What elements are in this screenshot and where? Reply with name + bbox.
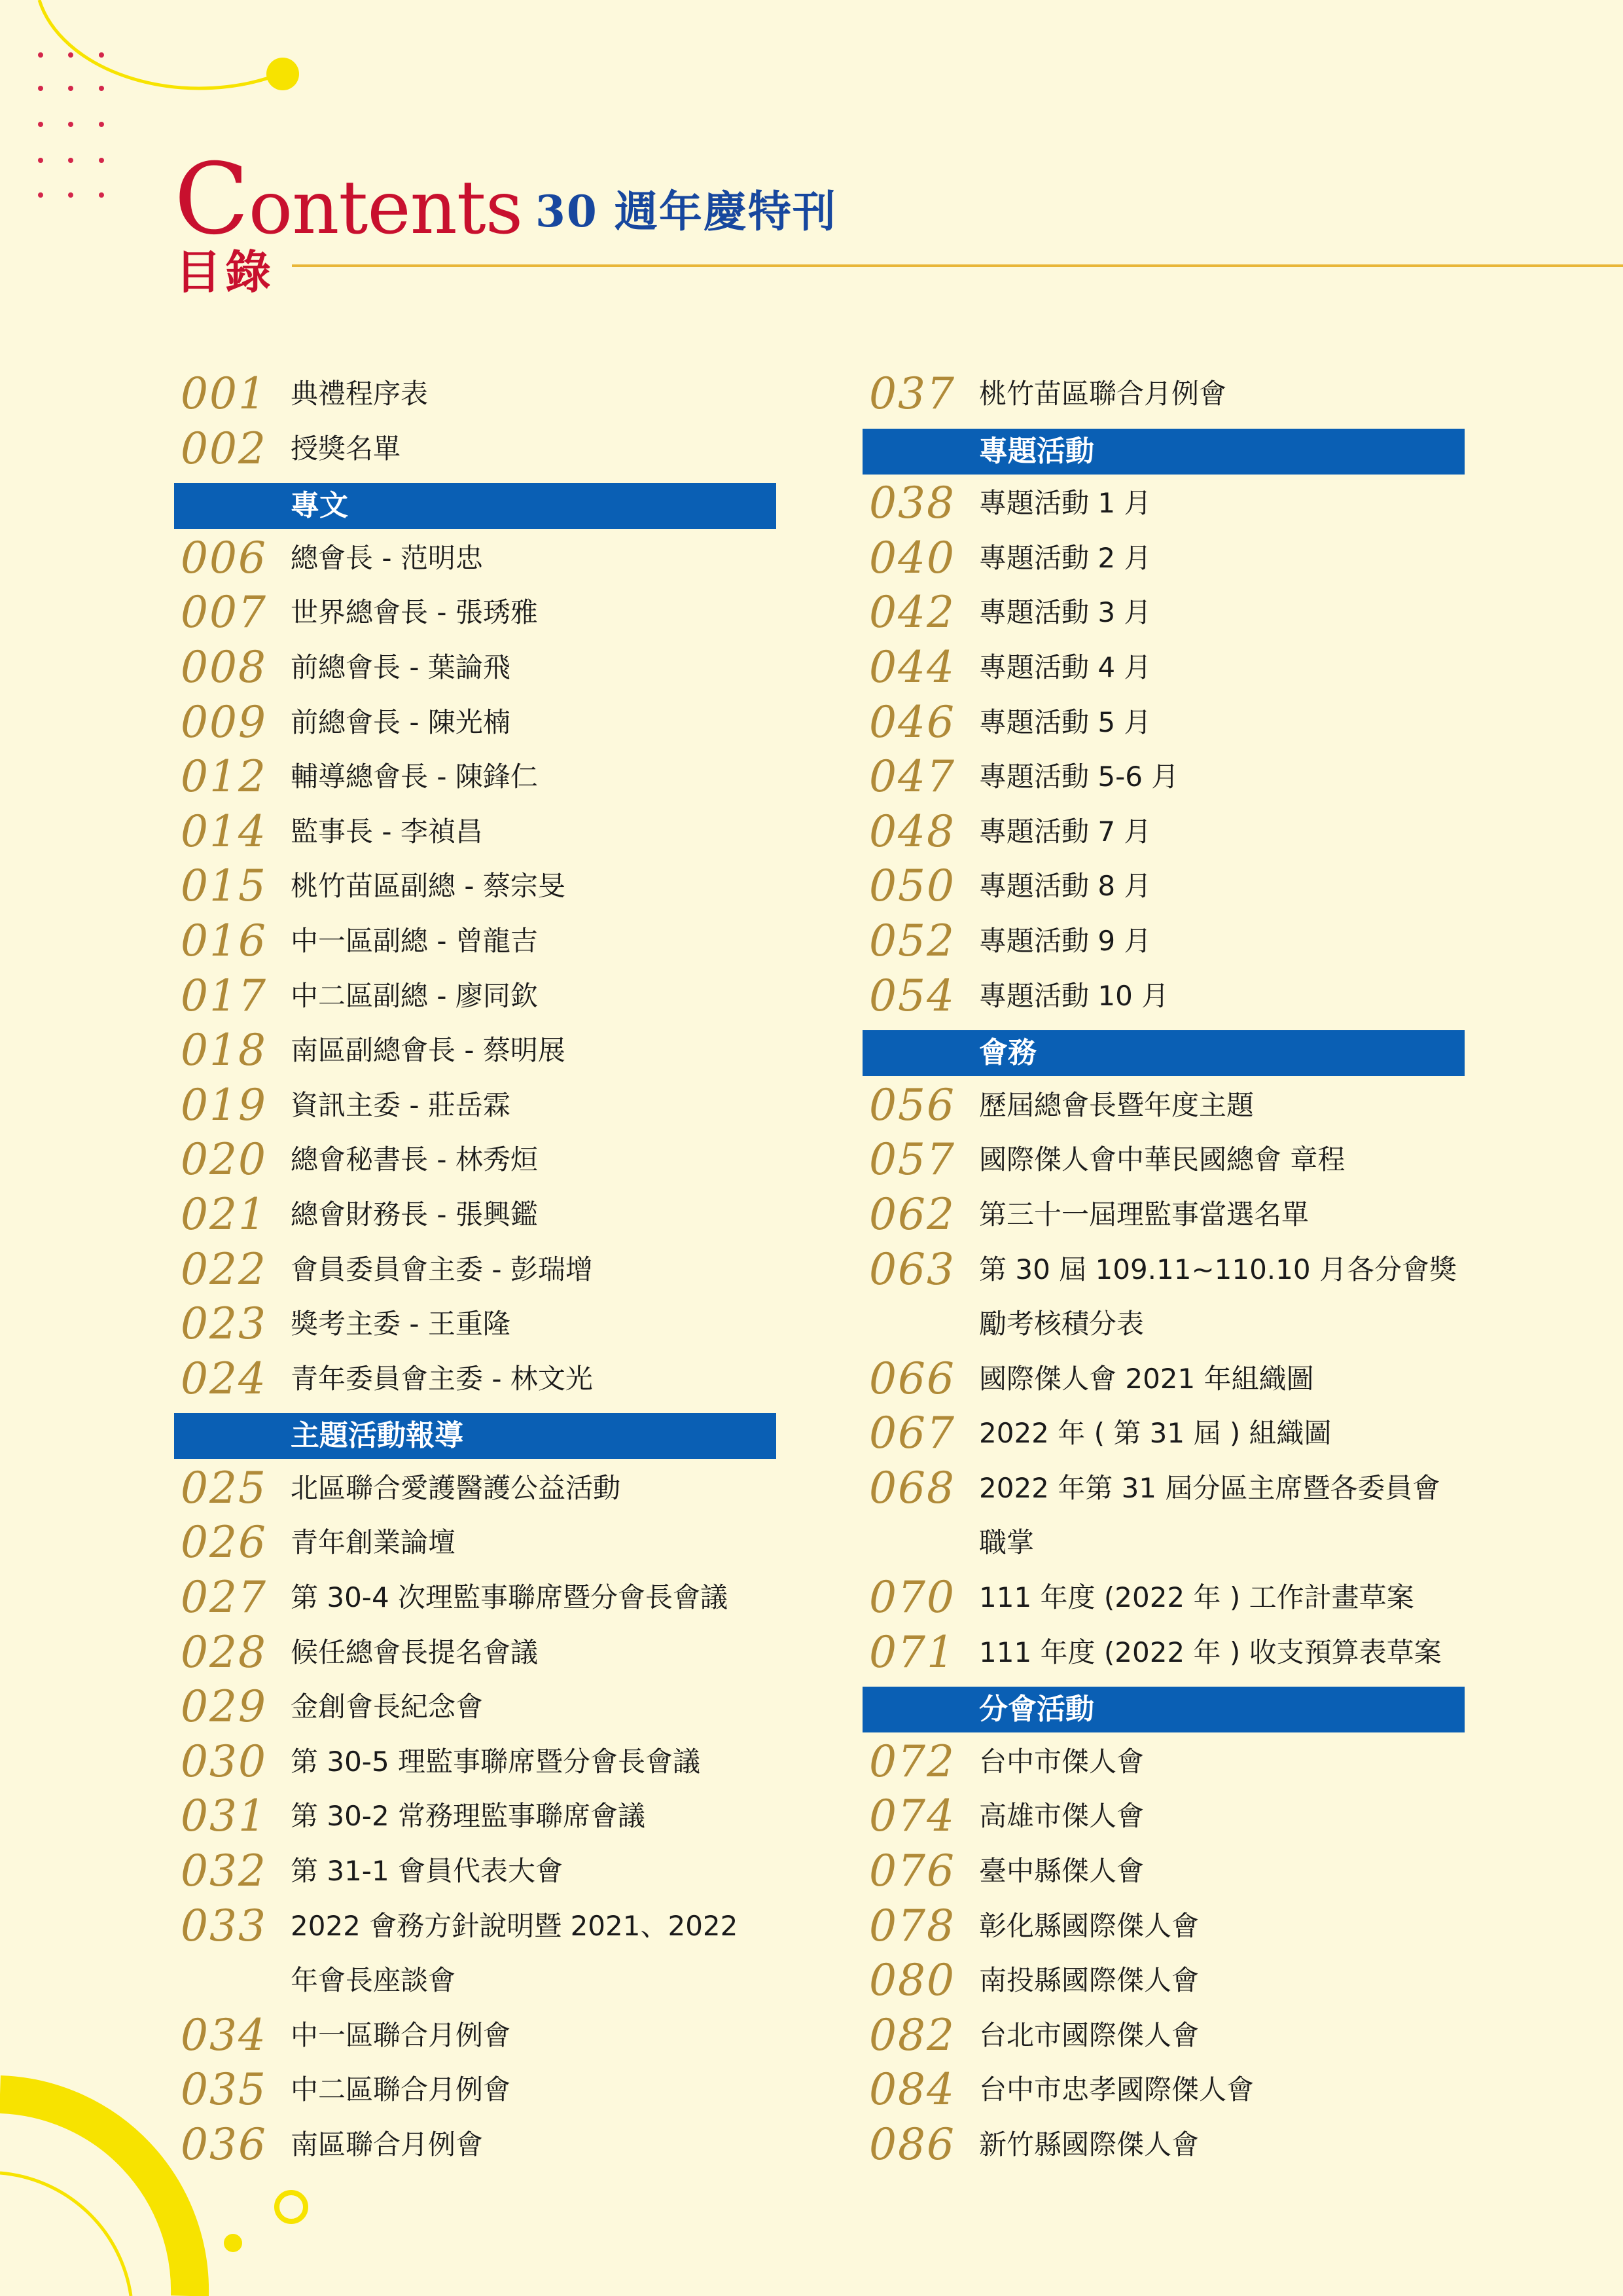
toc-entry[interactable] — [863, 2117, 1471, 2172]
toc-entry[interactable] — [863, 749, 1471, 804]
toc-entry[interactable] — [174, 1899, 783, 1954]
toc-entry[interactable] — [174, 1242, 783, 1297]
toc-entry[interactable] — [863, 531, 1471, 586]
entry-title: 台北市國際傑人會 — [979, 2018, 1200, 2051]
page-number: 017 — [181, 970, 267, 1021]
entry-title: 專題活動 8 月 — [979, 870, 1152, 903]
page-number: 033 — [181, 1900, 267, 1951]
bottom-arc-thick — [0, 2094, 190, 2296]
page-number: 031 — [181, 1791, 267, 1842]
entry-title: 中一區聯合月例會 — [291, 2018, 511, 2051]
page-number: 035 — [181, 2064, 267, 2115]
page-number: 029 — [181, 1681, 267, 1732]
entry-title: 專題活動 5 月 — [979, 706, 1152, 738]
toc-entry[interactable] — [863, 1132, 1471, 1187]
toc-entry[interactable] — [174, 1844, 783, 1899]
entry-title: 監事長 - 李禎昌 — [291, 815, 483, 848]
entry-title: 歷屆總會長暨年度主題 — [979, 1088, 1255, 1121]
toc-entry[interactable] — [174, 531, 783, 586]
page-number: 068 — [869, 1462, 955, 1513]
entry-title: 第 30 屆 109.11~110.10 月各分會獎 — [979, 1253, 1457, 1285]
section-bar — [863, 1687, 1465, 1732]
page-number: 070 — [869, 1572, 955, 1623]
page-number: 086 — [869, 2119, 955, 2170]
page-number: 032 — [181, 1846, 267, 1897]
entry-title: 台中市忠孝國際傑人會 — [979, 2073, 1255, 2106]
page-number: 030 — [181, 1736, 267, 1787]
section-header — [863, 1023, 1471, 1078]
toc-entry[interactable] — [174, 1461, 783, 1516]
toc-entry[interactable] — [863, 859, 1471, 914]
toc-entry[interactable] — [863, 969, 1471, 1024]
page-number: 024 — [181, 1353, 267, 1404]
section-label: 分會活動 — [979, 1693, 1094, 1727]
toc-entry[interactable] — [863, 585, 1471, 640]
contents-title-rest: ontents — [248, 166, 523, 251]
entry-title: 高雄市傑人會 — [979, 1800, 1145, 1833]
entry-title: 授獎名單 — [291, 432, 401, 465]
page-number: 082 — [869, 2009, 955, 2060]
toc-entry[interactable] — [174, 1625, 783, 1680]
toc-entry[interactable] — [174, 1297, 783, 1352]
toc-entry[interactable] — [174, 1187, 783, 1242]
entry-title: 候任總會長提名會議 — [291, 1636, 539, 1668]
toc-entry[interactable] — [863, 1406, 1471, 1461]
toc-entry[interactable] — [863, 1844, 1471, 1899]
page-number: 036 — [181, 2119, 267, 2170]
toc-entry[interactable] — [174, 640, 783, 695]
entry-title: 南投縣國際傑人會 — [979, 1964, 1200, 1997]
toc-entry[interactable] — [863, 1515, 1471, 1570]
bottom-yellow-dot — [224, 2234, 242, 2252]
entry-title: 專題活動 2 月 — [979, 541, 1152, 574]
entry-title: 總會秘書長 - 林秀烜 — [291, 1143, 538, 1176]
page-number: 054 — [869, 970, 955, 1021]
page-number: 052 — [869, 915, 955, 966]
page-number: 071 — [869, 1626, 955, 1677]
toc-entry[interactable] — [863, 1352, 1471, 1407]
toc-entry[interactable] — [174, 1789, 783, 1844]
header-rule — [292, 264, 1623, 267]
section-bar — [174, 1413, 776, 1459]
section-bar — [863, 1030, 1465, 1076]
entry-title: 國際傑人會中華民國總會 章程 — [979, 1143, 1346, 1176]
toc-entry[interactable] — [863, 640, 1471, 695]
entry-title: 2022 年 ( 第 31 屆 ) 組織圖 — [979, 1417, 1332, 1450]
toc-entry[interactable] — [174, 804, 783, 859]
entry-title: 111 年度 (2022 年 ) 工作計畫草案 — [979, 1581, 1414, 1614]
toc-entry[interactable] — [174, 749, 783, 804]
toc-entry[interactable] — [863, 2008, 1471, 2063]
section-bar — [863, 429, 1465, 475]
section-bar — [174, 483, 776, 529]
page-number: 002 — [181, 423, 267, 474]
toc-entry[interactable] — [863, 1297, 1471, 1352]
entry-title: 輔導總會長 - 陳鋒仁 — [291, 761, 538, 793]
section-label: 專文 — [291, 489, 348, 523]
section-header — [863, 422, 1471, 476]
toc-entry[interactable] — [174, 2008, 783, 2063]
toc-entry[interactable] — [174, 422, 783, 476]
entry-title: 桃竹苗區聯合月例會 — [979, 378, 1227, 410]
entry-title: 第三十一屆理監事當選名單 — [979, 1198, 1310, 1230]
page-number: 063 — [869, 1244, 955, 1295]
page-number: 076 — [869, 1846, 955, 1897]
page-number: 020 — [181, 1134, 267, 1185]
entry-title: 北區聯合愛護醫護公益活動 — [291, 1471, 621, 1504]
entry-title: 專題活動 5-6 月 — [979, 761, 1179, 793]
page-number: 037 — [869, 368, 955, 419]
mulu-heading: 目錄 — [175, 245, 275, 299]
entry-title: 第 30-2 常務理監事聯席會議 — [291, 1800, 646, 1833]
entry-title: 彰化縣國際傑人會 — [979, 1909, 1200, 1942]
toc-entry[interactable] — [863, 1078, 1471, 1133]
page-number: 009 — [181, 696, 267, 747]
page-number: 050 — [869, 861, 955, 912]
page-number: 034 — [181, 2009, 267, 2060]
page-number: 012 — [181, 751, 267, 802]
page-number: 028 — [181, 1626, 267, 1677]
toc-entry[interactable] — [863, 914, 1471, 969]
entry-title: 專題活動 3 月 — [979, 596, 1152, 629]
page-number: 025 — [181, 1462, 267, 1513]
page-number: 016 — [181, 915, 267, 966]
page-number: 057 — [869, 1134, 955, 1185]
entry-title: 中二區聯合月例會 — [291, 2073, 511, 2106]
toc-entry[interactable] — [863, 1461, 1471, 1516]
entry-title: 前總會長 - 陳光楠 — [291, 706, 510, 738]
page-number: 044 — [869, 641, 955, 692]
toc-entry[interactable] — [863, 367, 1471, 422]
entry-title: 金創會長紀念會 — [291, 1691, 484, 1723]
page-number: 006 — [181, 532, 267, 583]
page-number: 042 — [869, 587, 955, 638]
toc-entry[interactable] — [174, 969, 783, 1024]
toc-entry[interactable] — [174, 859, 783, 914]
entry-title: 年會長座談會 — [291, 1964, 456, 1997]
toc-entry[interactable] — [863, 695, 1471, 750]
toc-entry[interactable] — [174, 1023, 783, 1078]
entry-title: 總會財務長 - 張興鑑 — [291, 1198, 538, 1230]
page-number: 021 — [181, 1189, 267, 1240]
entry-title: 桃竹苗區副總 - 蔡宗旻 — [291, 870, 565, 903]
page-number: 026 — [181, 1517, 267, 1568]
toc-entry[interactable] — [174, 1953, 783, 2008]
toc-entry[interactable] — [863, 1570, 1471, 1625]
toc-entry[interactable] — [863, 1899, 1471, 1954]
entry-title: 前總會長 - 葉論飛 — [291, 651, 510, 683]
toc-entry[interactable] — [863, 804, 1471, 859]
entry-title: 職掌 — [979, 1526, 1035, 1559]
entry-title: 青年創業論壇 — [291, 1526, 456, 1559]
anniversary-subtitle: 30 週年慶特刊 — [535, 186, 837, 237]
entry-title: 第 31-1 會員代表大會 — [291, 1855, 563, 1888]
entry-title: 總會長 - 范明忠 — [291, 541, 483, 574]
entry-title: 專題活動 7 月 — [979, 815, 1152, 848]
toc-entry[interactable] — [174, 1679, 783, 1734]
page-number: 022 — [181, 1244, 267, 1295]
page-number: 008 — [181, 641, 267, 692]
bottom-arc-thin — [0, 2173, 131, 2296]
bottom-ring — [277, 2193, 306, 2221]
entry-title: 2022 年第 31 屆分區主席暨各委員會 — [979, 1471, 1440, 1504]
page-number: 056 — [869, 1079, 955, 1130]
page-number: 014 — [181, 806, 267, 857]
page-number: 066 — [869, 1353, 955, 1404]
entry-title: 新竹縣國際傑人會 — [979, 2128, 1200, 2161]
page-number: 038 — [869, 478, 955, 529]
page-number: 074 — [869, 1791, 955, 1842]
entry-title: 專題活動 9 月 — [979, 924, 1152, 957]
page-number: 046 — [869, 696, 955, 747]
page-number: 048 — [869, 806, 955, 857]
entry-title: 勵考核積分表 — [979, 1308, 1145, 1340]
section-header — [863, 1679, 1471, 1734]
entry-title: 台中市傑人會 — [979, 1745, 1145, 1778]
entry-title: 資訊主委 - 莊岳霖 — [291, 1088, 510, 1121]
toc-entry[interactable] — [174, 1515, 783, 1570]
toc-entry[interactable] — [174, 1352, 783, 1407]
page-number: 047 — [869, 751, 955, 802]
page-number: 040 — [869, 532, 955, 583]
toc-entry[interactable] — [174, 2117, 783, 2172]
section-label: 會務 — [979, 1036, 1037, 1070]
toc-entry[interactable] — [174, 1132, 783, 1187]
page-number: 062 — [869, 1189, 955, 1240]
toc-left-column — [174, 367, 783, 2172]
red-dot-grid — [38, 52, 104, 198]
toc-entry[interactable] — [174, 367, 783, 422]
entry-title: 專題活動 1 月 — [979, 487, 1152, 520]
toc-right-column — [863, 367, 1471, 2172]
entry-title: 南區副總會長 - 蔡明展 — [291, 1034, 565, 1067]
page-number: 001 — [181, 368, 267, 419]
entry-title: 第 30-4 次理監事聯席暨分會長會議 — [291, 1581, 728, 1614]
entry-title: 111 年度 (2022 年 ) 收支預算表草案 — [979, 1636, 1442, 1668]
entry-title: 獎考主委 - 王重隆 — [291, 1308, 510, 1340]
page-number: 067 — [869, 1408, 955, 1459]
toc-entry[interactable] — [174, 914, 783, 969]
entry-title: 中一區副總 - 曾龍吉 — [291, 924, 538, 957]
toc-entry[interactable] — [174, 585, 783, 640]
top-yellow-dot — [266, 58, 299, 90]
page-number: 084 — [869, 2064, 955, 2115]
toc-entry[interactable] — [863, 1242, 1471, 1297]
page-number: 078 — [869, 1900, 955, 1951]
entry-title: 典禮程序表 — [291, 378, 429, 410]
section-header — [174, 1406, 783, 1461]
entry-title: 南區聯合月例會 — [291, 2128, 484, 2161]
entry-title: 2022 會務方針說明暨 2021、2022 — [291, 1909, 738, 1942]
entry-title: 中二區副總 - 廖同欽 — [291, 979, 538, 1012]
contents-title-initial: C — [174, 143, 249, 257]
page-number: 023 — [181, 1299, 267, 1350]
page-number: 018 — [181, 1025, 267, 1076]
section-label: 專題活動 — [979, 434, 1094, 468]
toc-entry[interactable] — [863, 2062, 1471, 2117]
entry-title: 國際傑人會 2021 年組織圖 — [979, 1362, 1314, 1395]
toc-entry[interactable] — [174, 2062, 783, 2117]
entry-title: 專題活動 10 月 — [979, 979, 1169, 1012]
toc-entry[interactable] — [863, 1953, 1471, 2008]
entry-title: 青年委員會主委 - 林文光 — [291, 1362, 593, 1395]
page-number: 027 — [181, 1572, 267, 1623]
top-arc-decoration — [39, 0, 281, 88]
section-label: 主題活動報導 — [291, 1419, 463, 1453]
toc-entry[interactable] — [863, 1625, 1471, 1680]
entry-title: 臺中縣傑人會 — [979, 1855, 1145, 1888]
page-number: 072 — [869, 1736, 955, 1787]
toc-entry[interactable] — [174, 695, 783, 750]
page-number: 015 — [181, 861, 267, 912]
toc-entry[interactable] — [863, 1187, 1471, 1242]
toc-entry[interactable] — [174, 1570, 783, 1625]
entry-title: 世界總會長 - 張琇雅 — [291, 596, 538, 629]
page-number: 019 — [181, 1079, 267, 1130]
contents-title — [174, 143, 523, 257]
section-header — [174, 476, 783, 531]
entry-title: 專題活動 4 月 — [979, 651, 1152, 683]
page-number: 007 — [181, 587, 267, 638]
toc-entry[interactable] — [863, 1734, 1471, 1789]
entry-title: 會員委員會主委 - 彭瑞增 — [291, 1253, 593, 1285]
toc-entry[interactable] — [174, 1078, 783, 1133]
entry-title: 第 30-5 理監事聯席暨分會長會議 — [291, 1745, 701, 1778]
page-number: 080 — [869, 1955, 955, 2006]
toc-entry[interactable] — [174, 1734, 783, 1789]
toc-entry[interactable] — [863, 1789, 1471, 1844]
toc-entry[interactable] — [863, 476, 1471, 531]
